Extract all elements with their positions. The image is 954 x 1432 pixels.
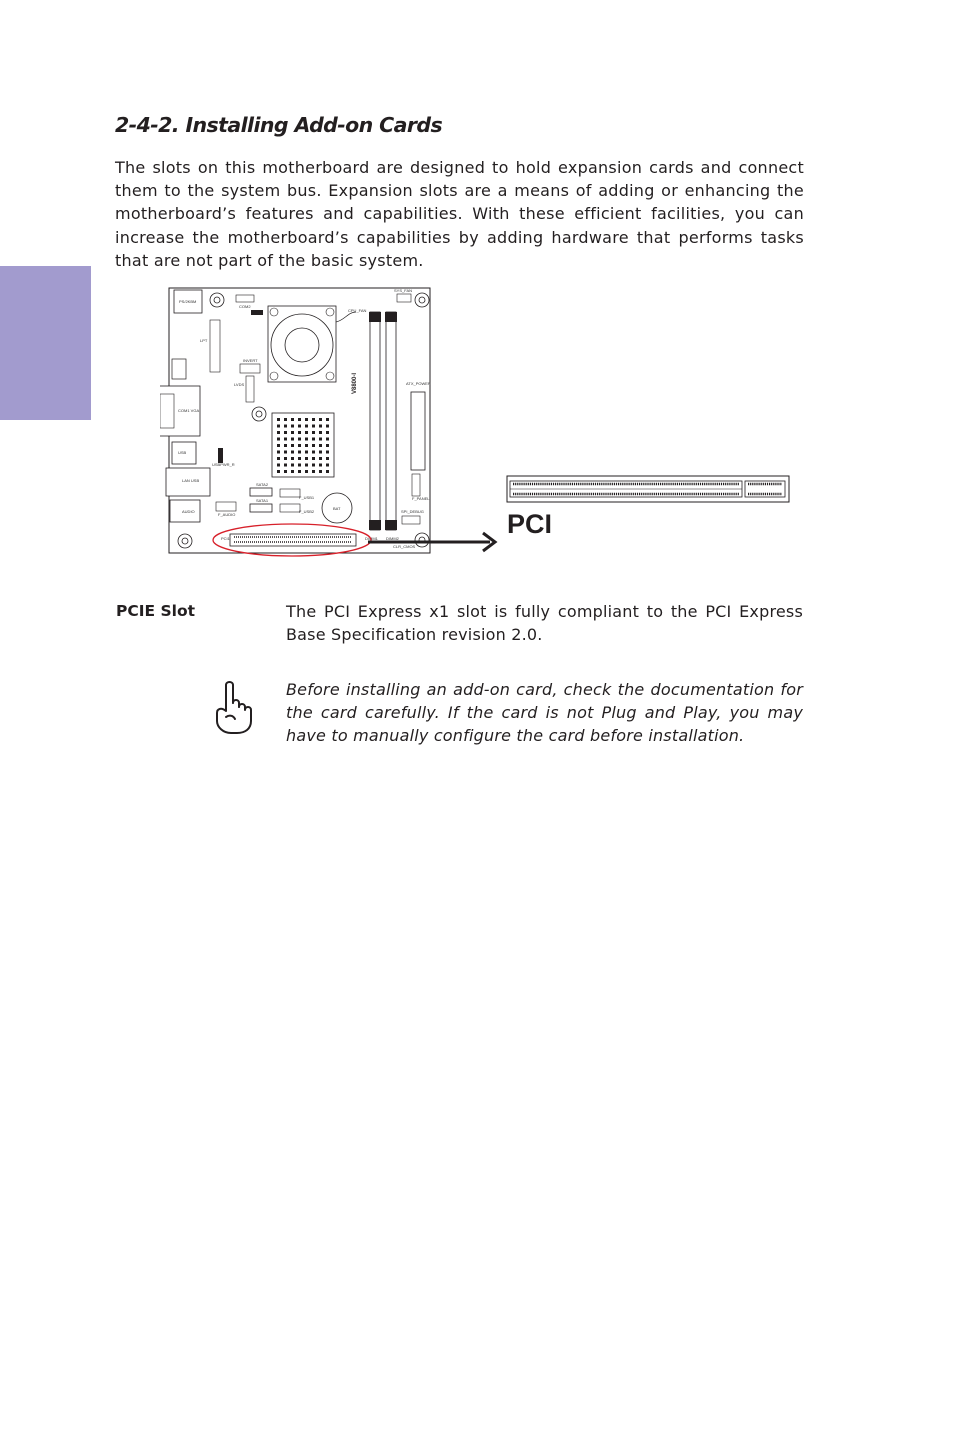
heatsink-pin	[277, 451, 280, 454]
pci-slot-enlarged	[507, 476, 789, 502]
heatsink-pin	[319, 438, 322, 441]
pointing-hand-icon	[209, 677, 257, 735]
heatsink-pin	[298, 451, 301, 454]
heatsink-pin	[291, 464, 294, 467]
pci1-label: PCI1	[221, 536, 230, 541]
heatsink-pin	[319, 457, 322, 460]
chapter-side-tab	[0, 266, 91, 420]
f-usb2-label: F_USB2	[299, 509, 315, 514]
board-pci-slot	[230, 534, 356, 546]
heatsink-pin	[312, 470, 315, 473]
heatsink-pin	[326, 431, 329, 434]
clr-cmos-label: CLR_CMOS	[393, 544, 416, 549]
f-usb1-header	[280, 489, 300, 497]
heatsink-pin	[284, 470, 287, 473]
heatsink-pin	[298, 470, 301, 473]
heatsink-pin	[284, 444, 287, 447]
heatsink-pin	[319, 418, 322, 421]
f-usb1-label: F_USB1	[299, 495, 315, 500]
heatsink-pin	[326, 418, 329, 421]
heatsink-pin	[284, 464, 287, 467]
pci-callout-label: PCI	[507, 509, 553, 539]
heatsink-pin	[291, 457, 294, 460]
heatsink-pin	[312, 464, 315, 467]
heatsink-pin	[319, 451, 322, 454]
section-heading: 2-4-2. Installing Add-on Cards	[115, 113, 443, 137]
heatsink-pin	[326, 470, 329, 473]
heatsink-pin	[326, 444, 329, 447]
heatsink-pin	[298, 457, 301, 460]
heatsink-pin	[284, 418, 287, 421]
heatsink-pin	[319, 464, 322, 467]
lvds-label: LVDS	[234, 382, 245, 387]
pcie-slot-term: PCIE Slot	[116, 602, 196, 620]
heatsink-pin	[305, 431, 308, 434]
heatsink-pin	[319, 444, 322, 447]
f-usb2-header	[280, 504, 300, 512]
heatsink-pin	[277, 470, 280, 473]
com-vga-label: COM1 VGA	[178, 408, 200, 413]
heatsink-pin	[291, 425, 294, 428]
heatsink-pin	[284, 431, 287, 434]
heatsink-pin	[305, 470, 308, 473]
heatsink-pin	[291, 438, 294, 441]
sys-fan-label: SYS_FAN	[394, 288, 413, 293]
lan-usb-label: LAN USB	[182, 478, 200, 483]
lvds-header	[246, 376, 254, 402]
motherboard-diagram	[160, 282, 800, 582]
spi-debug-label: SPI_DEBUG	[401, 509, 424, 514]
sata1-label: SATA1	[256, 498, 269, 503]
sata2-label: SATA2	[256, 482, 269, 487]
audio-label: AUDIO	[182, 509, 195, 514]
heatsink-pin	[319, 431, 322, 434]
heatsink-pin	[326, 425, 329, 428]
heatsink-pin	[277, 418, 280, 421]
heatsink-pin	[319, 470, 322, 473]
heatsink-pin	[319, 425, 322, 428]
sata1-connector	[250, 504, 272, 512]
heatsink-pin	[326, 464, 329, 467]
heatsink-pin	[305, 457, 308, 460]
board-model: V8800-I	[352, 372, 358, 394]
heatsink-pin	[305, 425, 308, 428]
inverter-header	[240, 364, 260, 373]
com2-label: COM2	[239, 304, 251, 309]
com2-header	[236, 295, 254, 302]
cpu-fan	[268, 306, 336, 382]
dimm1-label: DIMM1	[365, 536, 378, 541]
cpu-fan-label: CPU_FAN	[348, 308, 367, 313]
heatsink-pin	[284, 425, 287, 428]
heatsink-pin	[277, 444, 280, 447]
heatsink-pin	[291, 470, 294, 473]
heatsink-pin	[277, 425, 280, 428]
heatsink-pin	[326, 438, 329, 441]
heatsink-pin	[305, 418, 308, 421]
atx-power-label: ATX_POWER	[406, 381, 431, 386]
heatsink-pin	[291, 418, 294, 421]
atx-power-connector	[411, 392, 425, 470]
heatsink-pin	[298, 444, 301, 447]
pcie-slot-description: The PCI Express x1 slot is fully compliant to the PCI Express Base Specification revision 2.0.	[286, 602, 803, 645]
intro-paragraph: The slots on this motherboard are designed to hold expansion cards and connect them to the system bus. Expansion slots are a means of adding or enhancing the motherboard’s features and capabilities. With these efficient facilities, you can increase the motherboard’s capabilities by adding hardware that performs tasks that are not part of the basic system.	[115, 158, 804, 270]
lpt-header	[210, 320, 220, 372]
heatsink-pin	[326, 451, 329, 454]
dimm-slot-1	[370, 312, 380, 530]
usb-label: USB	[178, 450, 187, 455]
heatsink-pin	[298, 418, 301, 421]
f-audio-header	[216, 502, 236, 511]
ps2-label: PS/2KBM	[179, 299, 197, 304]
heatsink-pin	[312, 438, 315, 441]
heatsink-pin	[277, 457, 280, 460]
heatsink-pin	[305, 438, 308, 441]
heatsink-pin	[312, 444, 315, 447]
heatsink-pin	[305, 444, 308, 447]
heatsink-pin	[312, 451, 315, 454]
heatsink-pin	[277, 431, 280, 434]
f-panel-label: F_PANEL	[412, 496, 430, 501]
heatsink-pin	[305, 464, 308, 467]
heatsink-pin	[326, 457, 329, 460]
heatsink-pin	[312, 418, 315, 421]
lpt-label: LPT	[200, 338, 208, 343]
f-panel-header	[412, 474, 420, 496]
heatsink-pin	[277, 438, 280, 441]
heatsink-pin	[312, 425, 315, 428]
heatsink-pin	[305, 451, 308, 454]
chipset-heatsink	[272, 413, 334, 477]
inverter-label: INVERT	[243, 358, 258, 363]
heatsink-pin	[298, 425, 301, 428]
heatsink-pin	[284, 457, 287, 460]
heatsink-pin	[291, 444, 294, 447]
sys-fan-header	[397, 294, 411, 302]
heatsink-pin	[291, 431, 294, 434]
dimm-slot-2	[386, 312, 396, 530]
heatsink-pin	[277, 464, 280, 467]
usbpwr-label: USBPWR_R	[212, 462, 235, 467]
f-audio-label: F_AUDIO	[218, 512, 236, 517]
dimm2-label: DIMM2	[386, 536, 399, 541]
heatsink-pin	[284, 451, 287, 454]
installation-note: Before installing an add-on card, check the documentation for the card carefully. If the card is not Plug and Play, you may have to manually configure the card before installation.	[286, 680, 803, 746]
heatsink-pin	[312, 431, 315, 434]
heatsink-pin	[298, 431, 301, 434]
heatsink-pin	[291, 451, 294, 454]
heatsink-pin	[312, 457, 315, 460]
heatsink-pin	[284, 438, 287, 441]
heatsink-pin	[298, 464, 301, 467]
bat-label: BAT	[333, 506, 341, 511]
sata2-connector	[250, 488, 272, 496]
heatsink-pin	[298, 438, 301, 441]
